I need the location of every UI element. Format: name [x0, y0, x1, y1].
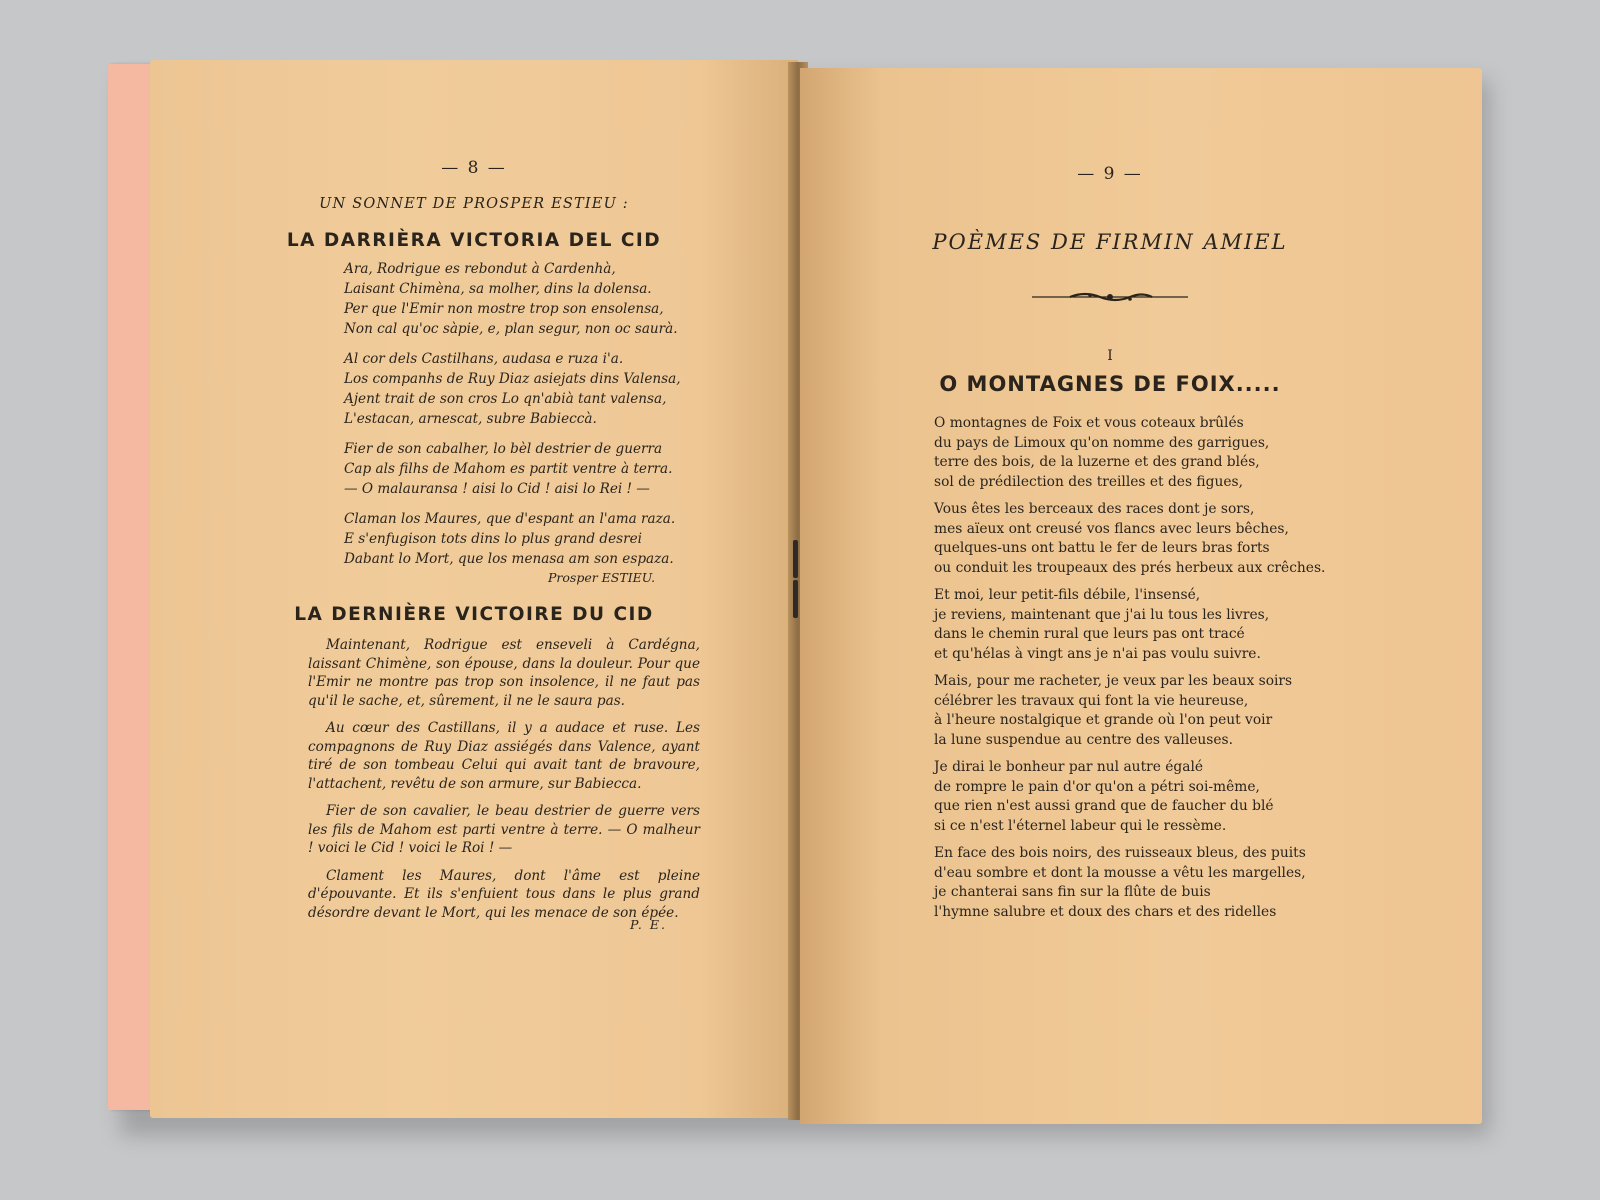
verse-line: je reviens, maintenant que j'ai lu tous les livres, — [934, 606, 1270, 623]
page-number-right: — 9 — — [1077, 164, 1143, 184]
staple — [793, 580, 798, 618]
verse-line: quelques-uns ont battu le fer de leurs bras forts — [934, 540, 1270, 556]
verse-line: Cap als filhs de Mahom es partit ventre à terra. — [344, 461, 673, 477]
verse-line: d'eau sombre et dont la mousse a vêtu les margelles, — [934, 864, 1306, 881]
verse-line: Ajent trait de son cros Lo qn'abià tant valensa, — [344, 391, 667, 407]
verse-line: et qu'hélas à vingt ans je n'ai pas voulu suivre. — [934, 645, 1261, 662]
poem-body — [934, 414, 1325, 922]
left-page — [150, 60, 798, 1118]
verse-line: je chanterai sans fin sur la flûte de buis — [934, 884, 1211, 900]
french-signature: P. E. — [630, 917, 667, 932]
verse-line: mes aïeux ont creusé vos flancs avec leurs bêches, — [934, 520, 1289, 537]
occitan-signature: Prosper ESTIEU. — [548, 570, 656, 585]
verse-line: Fier de son cabalher, lo bèl destrier de guerra — [344, 441, 663, 457]
stanza-gap — [934, 750, 1325, 758]
french-title: LA DERNIÈRE VICTOIRE DU CID — [294, 604, 654, 625]
verse-line: Non cal qu'oc sàpie, e, plan segur, non oc saurà. — [344, 321, 678, 337]
poem-numeral: I — [1107, 348, 1113, 364]
translation-paragraph: Fier de son cavalier, le beau destrier de guerre vers les fils de Mahom est parti ventre à terre. — O malheur ! voici le Cid ! voici le Roi ! — — [308, 803, 700, 856]
occitan-title: LA DARRIÈRA VICTORIA DEL CID — [286, 230, 662, 251]
translation-paragraph: Au cœur des Castillans, il y a audace et ruse. Les compagnons de Ruy Diaz assiégés dans Valence, ayant tiré de son tombeau Celui qui avait tant de bravoure, l'attachent, revêtu de son armure, sur Babiecca. — [308, 720, 700, 792]
stanza-gap — [344, 499, 681, 509]
verse-line: la lune suspendue au centre des valleuses. — [934, 731, 1233, 748]
verse-line: Et moi, leur petit-fils débile, l'insensé, — [934, 587, 1201, 603]
verse-line: En face des bois noirs, des ruisseaux bleus, des puits — [934, 845, 1306, 861]
verse-line: de rompre le pain d'or qu'on a pétri soi-même, — [934, 778, 1260, 795]
verse-line: Los companhs de Ruy Diaz asiejats dins Valensa, — [344, 371, 681, 387]
verse-line: Ara, Rodrigue es rebondut à Cardenhà, — [344, 261, 616, 277]
stanza-gap — [344, 429, 681, 439]
french-translation — [308, 636, 700, 931]
sonnet-intro: UN SONNET DE PROSPER ESTIEU : — [319, 196, 629, 212]
verse-line: célébrer les travaux qui font la vie heureuse, — [934, 692, 1249, 709]
section-title: POÈMES DE FIRMIN AMIEL — [932, 230, 1288, 254]
verse-line: Mais, pour me racheter, je veux par les beaux soirs — [934, 673, 1293, 689]
verse-line: Al cor dels Castilhans, audasa e ruza i'a. — [344, 351, 624, 367]
verse-line: si ce n'est l'éternel labeur qui le ressème. — [934, 817, 1227, 834]
verse-line: E s'enfugison tots dins lo plus grand desrei — [344, 531, 642, 547]
verse-line: O montagnes de Foix et vous coteaux brûlés — [934, 415, 1244, 431]
verse-line: terre des bois, de la luzerne et des grand blés, — [934, 454, 1260, 470]
occitan-sonnet — [344, 259, 681, 569]
verse-line: l'hymne salubre et doux des chars et des ridelles — [934, 903, 1277, 920]
translation-paragraph: Maintenant, Rodrigue est enseveli à Cardégna, laissant Chimène, son épouse, dans la douleur. Pour que l'Emir ne montre pas trop son insolence, il ne faut pas qu'il le sache, et, sûrement, il ne le saura pas. — [308, 637, 700, 709]
verse-line: du pays de Limoux qu'on nomme des garrigues, — [934, 434, 1270, 451]
translation-paragraph: Clament les Maures, dont l'âme est pleine d'épouvante. Et ils s'enfuient tous dans le plus grand désordre devant le Mort, qui les menace de son épée. — [308, 867, 700, 921]
verse-line: Per que l'Emir non mostre trop son ensolensa, — [344, 301, 664, 317]
verse-line: — O malauransa ! aisi lo Cid ! aisi lo Rei ! — — [344, 481, 650, 497]
stanza-gap — [934, 836, 1325, 844]
verse-line: Vous êtes les berceaux des races dont je sors, — [934, 501, 1255, 517]
right-page — [800, 68, 1482, 1124]
cover-edge — [108, 64, 156, 1110]
verse-line: ou conduit les troupeaux des prés herbeux aux crêches. — [934, 559, 1326, 576]
stanza-gap — [934, 578, 1325, 586]
verse-line: que rien n'est aussi grand que de faucher du blé — [934, 798, 1274, 814]
stanza-gap — [934, 664, 1325, 672]
verse-line: Dabant lo Mort, que los menasa am son espaza. — [344, 551, 674, 567]
verse-line: sol de prédilection des treilles et des figues, — [934, 473, 1243, 490]
verse-line: Laisant Chimèna, sa molher, dins la dolensa. — [344, 281, 652, 297]
staple — [793, 540, 798, 578]
verse-line: L'estacan, arnescat, subre Babieccà. — [344, 411, 597, 427]
verse-line: dans le chemin rural que leurs pas ont tracé — [934, 626, 1245, 642]
verse-line: Je dirai le bonheur par nul autre égalé — [934, 759, 1204, 775]
stanza-gap — [344, 339, 681, 349]
verse-line: à l'heure nostalgique et grande où l'on peut voir — [934, 712, 1273, 728]
page-number-left: — 8 — — [441, 158, 507, 178]
verse-line: Claman los Maures, que d'espant an l'ama raza. — [344, 511, 676, 527]
ornament-flourish-icon — [1030, 290, 1190, 304]
poem-title: O MONTAGNES DE FOIX..... — [939, 372, 1281, 396]
stanza-gap — [934, 492, 1325, 500]
